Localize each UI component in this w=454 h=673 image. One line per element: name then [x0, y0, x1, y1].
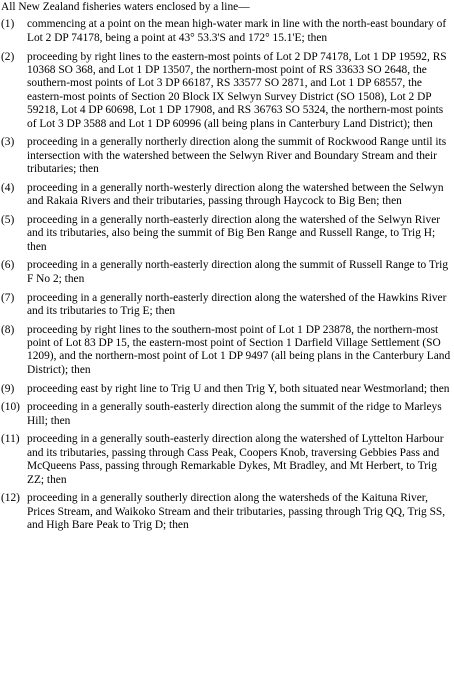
clause-text: proceeding by right lines to the eastern-most points of Lot 2 DP 74178, Lot 1 DP 19592, RS 10368 SO 368, and Lot 1 DP 13507, the northern-most point of RS 33633 SO 2648, the southern-most points of Lot 3 DP 66187, RS 33577 SO 2871, and Lot 1 DP 68557, the eastern-most points of Section 20 Block IX Selwyn Survey District (SO 1508), Lot 2 DP 59218, Lot 4 DP 60698, Lot 1 DP 17908, and RS 36763 SO 5324, the northern-most points of Lot 3 DP 3588 and Lot 1 DP 60996 (all being plans in Canterbury Land District); then — [27, 50, 447, 130]
clause-item — [1, 292, 452, 319]
clause-text: proceeding in a generally north-easterly direction along the watershed of the Selwyn River and its tributaries, also being the summit of Big Ben Range and Russell Range, to Trig H; then — [27, 213, 441, 253]
clause-number: (8) — [1, 323, 15, 336]
clause-item — [1, 492, 452, 532]
clause-number: (4) — [1, 181, 15, 194]
clause-text: commencing at a point on the mean high-water mark in line with the north-east boundary of Lot 2 DP 74178, being a point at 43° 53.3'S and 172° 15.1'E; then — [27, 18, 447, 44]
clause-number: (2) — [1, 50, 15, 63]
clause-text: proceeding in a generally northerly direction along the summit of Rockwood Range until its intersection with the watershed between the Selwyn River and Boundary Stream and their tributaries; then — [27, 136, 447, 176]
clause-number: (6) — [1, 259, 15, 272]
clause-number: (5) — [1, 213, 15, 226]
clause-text: proceeding in a generally north-westerly direction along the watershed between the Selwyn and Rakaia Rivers and their tributaries, passing through Haycock to Big Ben; then — [27, 181, 444, 208]
clause-text: proceeding in a generally north-easterly direction along the watershed of the Hawkins River and its tributaries to Trig E; then — [27, 291, 447, 317]
clause-text: proceeding in a generally south-easterly direction along the summit of the ridge to Marleys Hill; then — [27, 401, 442, 427]
clause-number: (3) — [1, 136, 15, 149]
clause-number: (10) — [1, 401, 20, 414]
clause-number: (12) — [1, 492, 20, 505]
clause-number: (1) — [1, 18, 15, 31]
clause-text: proceeding in a generally north-easterly direction along the summit of Russell Range to Trig F No 2; then — [27, 259, 449, 285]
clause-text: proceeding east by right line to Trig U and then Trig Y, both situated near Westmorland; then — [27, 382, 450, 395]
clause-item — [1, 324, 452, 378]
clause-item — [1, 383, 452, 396]
clause-text: proceeding by right lines to the southern-most point of Lot 1 DP 23878, the northern-most point of Lot 83 DP 15, the eastern-most point of Section 1 Darfield Village Settlement (SO 1209), and the northern-most point of Lot 1 DP 9497 (all being plans in the Canterbury Land District); then — [27, 323, 451, 376]
clause-number: (11) — [1, 433, 20, 446]
clause-item — [1, 182, 452, 209]
clause-item — [1, 214, 452, 254]
clause-text: proceeding in a generally south-easterly direction along the watershed of Lyttelton Harbour and its tributaries, passing through Cass Peak, Coopers Knob, traversing Gebbies Pass and McQueens Pass, passing through Remarkable Dykes, Mt Bradley, and Mt Herbert, to Trig ZZ; then — [27, 433, 444, 486]
clause-number: (7) — [1, 291, 15, 304]
clause-text: proceeding in a generally southerly direction along the watersheds of the Kaituna River, Prices Stream, and Waikoko Stream and their tributaries, passing through Trig QQ, Trig SS, and High Bare Peak to Trig D; then — [27, 492, 446, 532]
clause-item — [1, 401, 452, 428]
clause-item — [1, 51, 452, 131]
clause-item — [1, 259, 452, 286]
clause-number: (9) — [1, 382, 15, 395]
clause-list — [1, 18, 452, 532]
clause-item — [1, 136, 452, 176]
clause-item — [1, 18, 452, 45]
clause-item — [1, 433, 452, 487]
intro-text: All New Zealand fisheries waters enclosed by a line— — [1, 1, 250, 13]
